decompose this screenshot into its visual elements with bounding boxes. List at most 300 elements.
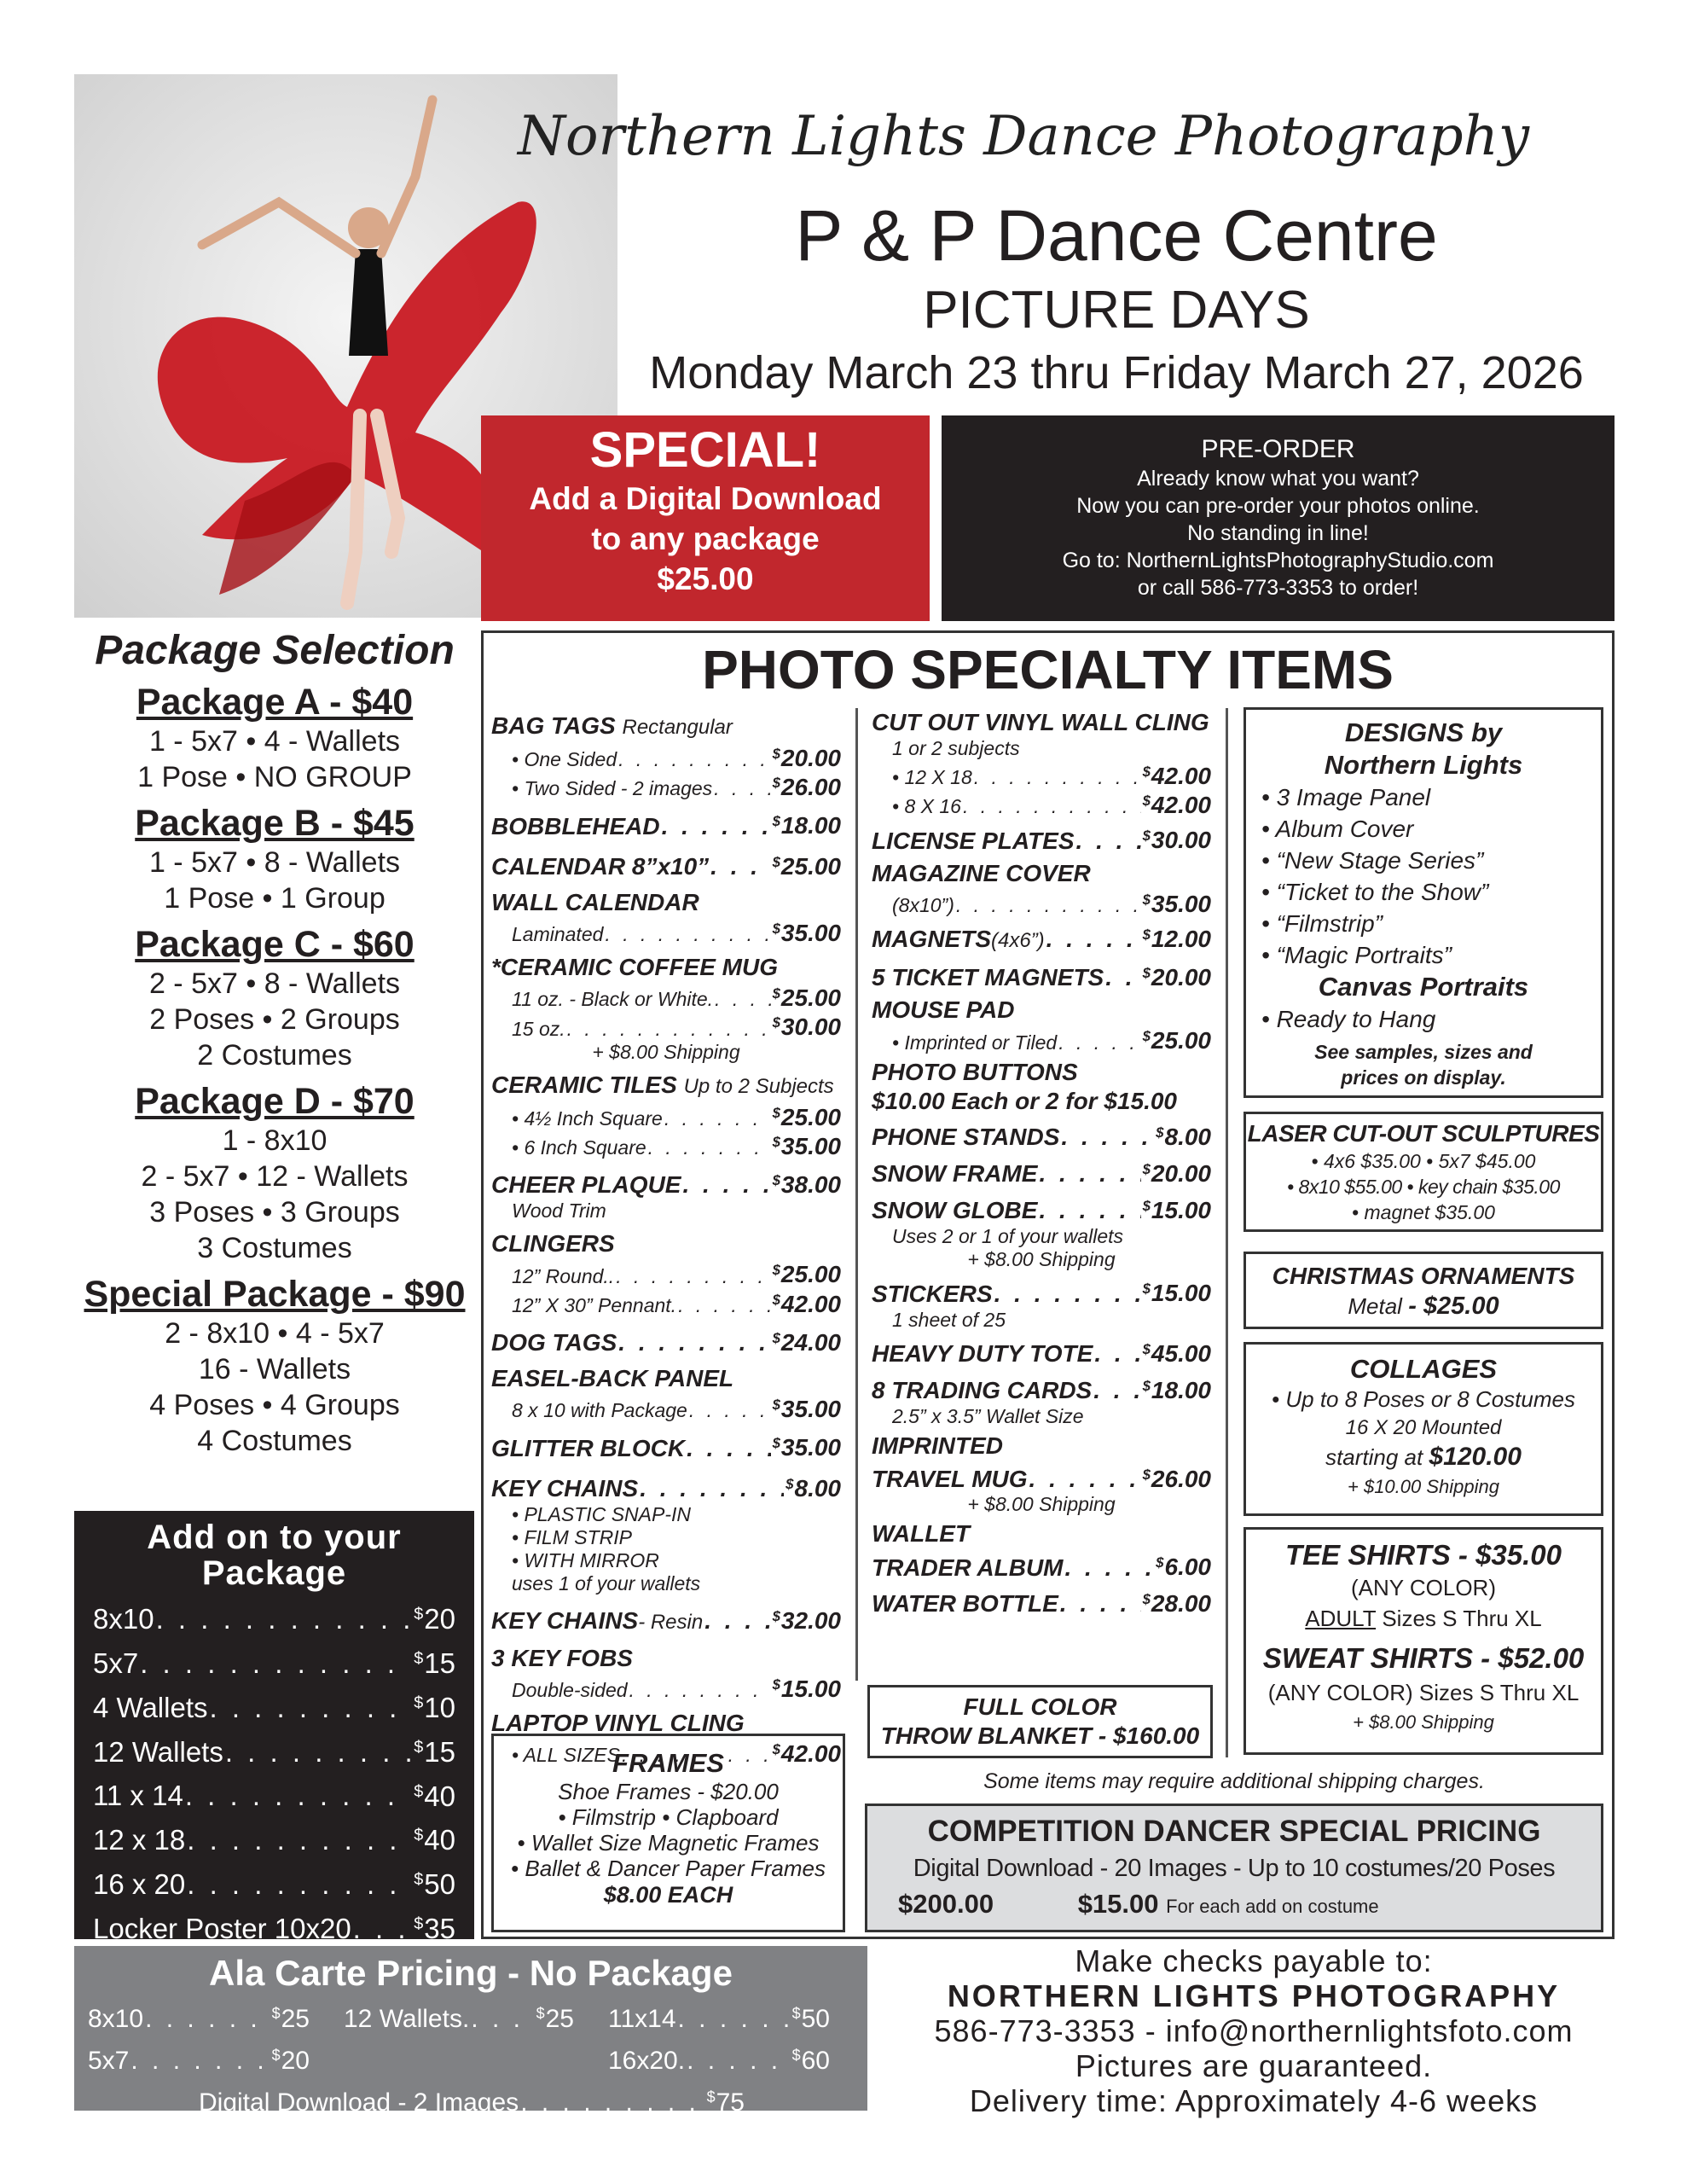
payee-name: NORTHERN LIGHTS PHOTOGRAPHY [947,1978,1561,2013]
item-heading [872,921,1211,956]
specialty-column-1 [491,705,841,1767]
addon-price: $ 50 [414,1860,455,1904]
item-heading [491,1429,841,1462]
dot-leader [140,1644,412,1683]
item-label: Uses 2 or 1 of your wallets [892,1225,1124,1248]
dot-leader [648,1136,771,1159]
item-heading [491,1602,841,1637]
dot-leader [629,1679,771,1702]
dot-leader [678,2001,791,2037]
ala-carte-pricing [74,1946,867,2117]
dot-leader [1039,1196,1140,1225]
item-detail [491,1041,841,1064]
item-label: CLINGERS [491,1230,615,1258]
contact-line[interactable]: 586-773-3353 - info@northernlightsfoto.com [934,2013,1574,2048]
item-label: DOG TAGS [491,1329,617,1356]
addon-row [93,1594,455,1639]
dot-leader [145,2001,270,2037]
package-detail: 4 Costumes [197,1425,352,1457]
package-detail: 1 - 5x7 • 8 - Wallets [148,846,401,879]
item-label: • Imprinted or Tiled [892,1031,1058,1054]
item-heading [491,888,841,917]
item-label: WALLET [872,1520,971,1548]
event-title: PICTURE DAYS [923,281,1310,340]
item-detail [491,1199,841,1223]
tee-shirts-price: TEE SHIRTS - $35.00 [1284,1539,1562,1571]
item-heading [491,1229,841,1258]
addon-row [93,1904,455,1949]
dot-leader [1093,1376,1140,1405]
dot-leader [1039,1159,1140,1188]
item-label: 15 oz. [512,1017,565,1040]
dot-leader [1061,1123,1154,1152]
dot-leader [1060,1589,1141,1618]
item-detail [491,1130,841,1159]
item-heading [872,1372,1211,1405]
item-label: CUT OUT VINYL WALL CLING [872,709,1209,735]
item-label: uses 1 of your wallets [512,1571,701,1594]
item-detail [872,1405,1211,1428]
package-detail: 2 Poses • 2 Groups [149,1003,400,1036]
item-label: LAPTOP VINYL CLING [491,1710,745,1737]
item-price: $ 15.00 [1143,1275,1211,1308]
item-heading [872,822,1211,855]
addon-row [93,1683,455,1728]
item-price: $ 25.00 [773,982,841,1009]
dot-leader [956,894,1141,917]
designs-note: See samples, sizes and [1314,1041,1533,1063]
dot-leader [618,1328,770,1357]
item-label: • ALL SIZES [512,1744,620,1767]
item-price: $ 35.00 [773,1130,841,1158]
dot-leader [687,2043,791,2079]
dot-leader [209,1688,412,1728]
special-line: to any package [591,521,820,556]
item-heading [491,953,841,982]
dot-leader [640,1474,784,1503]
tee-color: (ANY COLOR) [1351,1575,1496,1600]
item-label: Laminated [512,923,604,946]
preorder-phone[interactable]: or call 586-773-3353 to order! [1137,576,1419,600]
package-detail: 2 - 5x7 • 12 - Wallets [141,1160,409,1193]
item-detail [872,1248,1211,1271]
addon-label: 5x7 [93,1647,139,1679]
package-detail: 1 - 5x7 • 4 - Wallets [148,725,401,758]
item-detail [491,742,841,771]
competition-price: $200.00 [898,1889,994,1919]
ala-label: 11x14 [608,2004,676,2033]
item-note: Up to 2 Subjects [683,1074,834,1098]
collages-line: starting at [1325,1444,1423,1470]
addon-price: $ 40 [414,1772,455,1816]
event-dates: Monday March 23 thru Friday March 27, 2026 [649,347,1584,398]
item-price: $ 15.00 [1143,1192,1211,1225]
specialty-title: PHOTO SPECIALTY ITEMS [702,639,1394,700]
dot-leader [567,1018,771,1041]
item-detail [491,1503,841,1526]
ala-label: 16x20. [608,2046,686,2075]
item-label: EASEL-BACK PANEL [491,1365,734,1392]
design-item: • Album Cover [1261,816,1414,842]
preorder-line: Now you can pre-order your photos online. [1076,494,1480,518]
item-note: Rectangular [622,716,733,739]
item-label: • Two Sided - 2 images [512,777,713,800]
ornaments-note: Metal [1348,1293,1402,1319]
package-detail: 3 Poses • 3 Groups [149,1196,400,1228]
package-list [74,681,475,1459]
item-price: $ 25.00 [773,1258,841,1286]
item-price: $ 42.00 [773,1288,841,1316]
addon-price: $ 10 [414,1683,455,1728]
item-detail [491,1288,841,1317]
item-price: $ 42.00 [1143,789,1211,816]
dot-leader [1058,1031,1140,1054]
special-price: $25.00 [657,561,754,596]
addon-label: 4 Wallets [93,1691,208,1723]
addon-row [93,1639,455,1683]
item-detail [872,888,1211,917]
package-detail: 1 Pose • 1 Group [164,882,386,915]
addon-row [93,1728,455,1772]
item-label: BOBBLEHEAD [491,812,660,839]
item-heading [872,1519,1211,1548]
item-price: $ 20.00 [1143,1155,1211,1188]
collages-line: • Up to 8 Poses or 8 Costumes [1272,1386,1575,1412]
frames-line: • Wallet Size Magnetic Frames [517,1830,820,1856]
payment-info [870,1943,1638,2118]
addon-label: Locker Poster 10x20 [93,1913,351,1944]
item-detail [491,1572,841,1595]
item-detail [491,771,841,800]
item-price: $ 38.00 [773,1166,841,1199]
dot-leader [687,1434,770,1463]
item-label: 5 TICKET MAGNETS [872,964,1104,991]
laser-title: LASER CUT-OUT SCULPTURES [1247,1120,1600,1147]
addon-label: 8x10 [93,1602,154,1635]
item-label: 1 or 2 subjects [892,737,1020,759]
competition-addon-note: For each add on costume [1166,1896,1379,1917]
dot-leader [662,812,771,841]
package-detail: 2 - 8x10 • 4 - 5x7 [165,1317,385,1350]
package-name: Special Package - $90 [84,1274,466,1315]
addon-price: $ 15 [414,1639,455,1683]
ala-price: $ 75 [707,2079,745,2121]
competition-addon-price: $15.00 [1077,1889,1159,1919]
dot-leader [994,1280,1141,1309]
item-label: 12” X 30” Pennant. [512,1293,677,1316]
item-heading [872,1058,1211,1087]
frames-line: Shoe Frames - $20.00 [558,1779,779,1804]
brand-script-title: Northern Lights Dance Photography [517,105,1530,168]
item-detail [872,1493,1211,1516]
dot-leader [1029,1465,1141,1493]
dot-leader [130,2043,270,2079]
item-label: 1 sheet of 25 [892,1308,1006,1331]
package-detail: 4 Poses • 4 Groups [149,1389,400,1421]
ala-price: $ 25 [272,1995,310,2037]
item-label: SNOW FRAME [872,1160,1038,1188]
item-price: $ 6.00 [1156,1548,1211,1581]
item-price: $ 45.00 [1143,1335,1211,1368]
item-price: $ 28.00 [1143,1585,1211,1618]
package-selection [74,627,475,1459]
dot-leader [187,1821,412,1860]
item-label: Double-sided [512,1679,628,1702]
package-detail: 2 - 5x7 • 8 - Wallets [148,967,401,1000]
competition-title: COMPETITION DANCER SPECIAL PRICING [927,1815,1541,1848]
preorder-website[interactable]: Go to: NorthernLightsPhotographyStudio.com [1062,549,1494,572]
package-name: Package A - $40 [136,682,414,723]
item-detail [491,917,841,946]
dot-leader [353,1909,413,1949]
blanket-line: FULL COLOR [963,1693,1117,1720]
item-price: $ 26.00 [773,771,841,799]
item-label: • 4½ Inch Square [512,1107,663,1130]
ala-label: 12 Wallets. [344,2004,470,2033]
item-label: 11 oz. - Black or White. [512,988,714,1011]
sweat-sizes: (ANY COLOR) Sizes S Thru XL [1267,1680,1580,1705]
item-price: $ 8.00 [786,1470,841,1503]
dot-leader [225,1733,412,1772]
item-price: $ 30.00 [773,1011,841,1038]
item-label: WATER BOTTLE [872,1589,1058,1617]
item-detail [491,1101,841,1130]
item-price: $ 42.00 [1143,760,1211,787]
item-label: 3 KEY FOBS [491,1644,633,1671]
dot-leader [605,923,770,946]
addon-price: $ 40 [414,1815,455,1860]
addon-label: 12 Wallets [93,1735,223,1768]
item-heading [872,1432,1211,1461]
package-detail: 1 - 8x10 [222,1124,328,1157]
item-price: $ 20.00 [773,742,841,770]
item-detail [872,1025,1211,1054]
item-price: $ 42.00 [773,1738,841,1765]
item-detail [491,1011,841,1040]
item-heading [872,959,1211,992]
item-price: $ 35.00 [773,917,841,944]
canvas-item: • Ready to Hang [1261,1006,1436,1032]
ala-label: 5x7 [88,2046,130,2075]
item-heading [872,1118,1211,1152]
addon-label: 11 x 14 [93,1780,183,1812]
item-label: BAG TAGS [491,712,616,739]
package-detail: 1 Pose • NO GROUP [137,761,412,793]
shirts-box [1244,1527,1603,1755]
item-label: • 8 X 16 [892,795,961,818]
item-price: $ 24.00 [773,1324,841,1357]
frames-line: • Filmstrip • Clapboard [558,1804,779,1830]
item-label: PHOTO BUTTONS [872,1058,1078,1085]
specialty-column-2 [872,705,1211,1618]
dot-leader [710,852,770,881]
designs-title: Northern Lights [1324,750,1523,780]
dot-leader [714,777,770,800]
item-detail [872,760,1211,789]
dot-leader [1076,827,1141,856]
item-note: - Resin [638,1610,704,1634]
item-price: $ 12.00 [1143,921,1211,954]
item-label: 2.5” x 3.5” Wallet Size [892,1405,1084,1428]
dot-leader [1065,1554,1155,1582]
package-name: Package D - $70 [135,1081,415,1122]
design-item: • “Magic Portraits” [1261,942,1452,968]
guarantee-line: Pictures are guaranteed. [1075,2048,1433,2083]
item-price: $ 25.00 [1143,1025,1211,1052]
package-selection-title: Package Selection [95,628,455,673]
item-price: $ 18.00 [773,807,841,840]
dot-leader [715,988,771,1011]
laser-sculptures-box [1244,1112,1603,1232]
item-label: CHEER PLAQUE [491,1171,681,1199]
item-price: $ 26.00 [1143,1461,1211,1493]
collages-title: COLLAGES [1349,1354,1498,1384]
special-offer-banner [481,415,930,621]
item-price: $ 25.00 [773,848,841,881]
item-label: • 12 X 18 [892,766,972,789]
laser-line: • magnet $35.00 [1352,1201,1495,1223]
column-divider [855,708,858,1681]
addon-title: Add on to your Package [147,1519,402,1592]
dot-leader [471,2001,534,2037]
sweat-shirts-price: SWEAT SHIRTS - $52.00 [1262,1642,1585,1674]
addon-price: $ 35 [414,1904,455,1949]
item-price: $ 8.00 [1156,1118,1211,1152]
item-note: (4x6”) [991,929,1045,953]
special-line: Add a Digital Download [529,481,882,516]
item-price: $ 35.00 [773,1393,841,1420]
item-price: $ 35.00 [1143,888,1211,915]
checks-line: Make checks payable to: [1075,1943,1433,1978]
adult-label: ADULT [1305,1606,1377,1631]
ala-price: $ 60 [792,2037,830,2079]
item-label: CERAMIC TILES [491,1071,677,1098]
dot-leader [156,1600,413,1639]
addon-label: 12 x 18 [93,1824,186,1856]
item-label: TRADER ALBUM [872,1554,1064,1581]
item-heading [872,859,1211,888]
frames-title: FRAMES [612,1748,724,1778]
laser-line: • 8x10 $55.00 • key chain $35.00 [1287,1176,1560,1198]
package-name: Package C - $60 [135,924,415,965]
shirts-shipping: + $8.00 Shipping [1353,1711,1494,1733]
item-heading [872,1155,1211,1188]
shipping-note: Some items may require additional shipping charges. [983,1769,1485,1793]
item-heading [872,708,1211,737]
laser-line: • 4x6 $35.00 • 5x7 $45.00 [1311,1150,1536,1172]
collages-price: $120.00 [1429,1443,1522,1471]
dot-leader [618,748,770,771]
tee-sizes: Sizes S Thru XL [1376,1606,1542,1631]
item-detail [872,789,1211,818]
frames-line: • Ballet & Dancer Paper Frames [511,1856,826,1881]
collages-shipping: + $10.00 Shipping [1348,1476,1499,1497]
delivery-line: Delivery time: Approximately 4-6 weeks [969,2083,1539,2118]
design-item: • “New Stage Series” [1261,847,1484,874]
item-label: 8 TRADING CARDS [872,1377,1093,1404]
item-label: TRAVEL MUG [872,1466,1028,1493]
addon-row [93,1860,455,1904]
dot-leader [616,1265,770,1288]
item-label: LICENSE PLATES [872,827,1075,854]
competition-line: Digital Download - 20 Images - Up to 10 costumes/20 Poses [913,1855,1556,1882]
item-label: MAGNETS [872,926,991,953]
dot-leader [185,1776,412,1815]
preorder-banner [942,415,1615,621]
addon-price: $ 20 [414,1594,455,1639]
special-title: SPECIAL! [589,422,821,478]
item-label: IMPRINTED [872,1432,1003,1460]
item-heading [872,996,1211,1025]
frames-box [491,1734,845,1932]
dot-leader [187,1865,412,1904]
item-label: STICKERS [872,1280,993,1307]
item-label: • PLASTIC SNAP-IN [512,1502,691,1525]
addon-price: $ 15 [414,1728,455,1772]
item-price: $ 15.00 [773,1673,841,1700]
ornaments-box [1244,1252,1603,1329]
item-heading [872,1275,1211,1308]
item-heading [491,1071,841,1101]
blanket-price: THROW BLANKET - $160.00 [880,1722,1200,1749]
item-heading [872,1335,1211,1368]
frames-price: $8.00 EACH [603,1882,733,1908]
collages-box [1244,1342,1603,1516]
item-heading [872,1585,1211,1618]
designs-note: prices on display. [1341,1066,1506,1089]
item-label: HEAVY DUTY TOTE [872,1339,1093,1367]
ala-price: $ 20 [272,2037,310,2079]
item-label: 12” Round.. [512,1264,615,1287]
ala-carte-title: Ala Carte Pricing - No Package [209,1953,733,1993]
item-label: CALENDAR 8”x10” [491,852,710,880]
ala-price: $ 50 [792,1995,830,2037]
item-detail [491,1673,841,1702]
item-label: • 6 Inch Square [512,1136,646,1159]
package-detail: 16 - Wallets [198,1353,351,1385]
designs-title: DESIGNS by [1344,717,1503,747]
ala-price: $ 25 [536,1995,574,2037]
ornaments-title: CHRISTMAS ORNAMENTS [1272,1263,1575,1289]
item-label: WALL CALENDAR [491,888,699,915]
canvas-title: Canvas Portraits [1318,972,1529,1002]
item-label: PHONE STANDS [872,1123,1060,1150]
item-heading [491,807,841,840]
item-detail [491,1526,841,1549]
item-heading [872,1461,1211,1493]
item-detail [491,982,841,1011]
item-heading [491,1324,841,1357]
item-label: KEY CHAINS [491,1474,639,1502]
design-item: • “Filmstrip” [1261,910,1383,937]
item-detail [872,737,1211,760]
dot-leader [664,1107,771,1130]
package-name: Package B - $45 [135,803,415,844]
item-heading [491,1166,841,1199]
item-heading [491,1364,841,1393]
preorder-line: No standing in line! [1187,521,1369,545]
studio-name: P & P Dance Centre [795,195,1438,276]
item-price: $ 25.00 [773,1101,841,1129]
preorder-title: PRE-ORDER [1201,435,1355,463]
dot-leader [1046,925,1141,954]
item-label: SNOW GLOBE [872,1197,1038,1224]
design-item: • “Ticket to the Show” [1261,879,1489,905]
ornaments-price: - $25.00 [1408,1292,1499,1320]
item-detail [491,1549,841,1572]
competition-pricing-box [865,1804,1603,1932]
collages-line: 16 X 20 Mounted [1345,1416,1502,1439]
